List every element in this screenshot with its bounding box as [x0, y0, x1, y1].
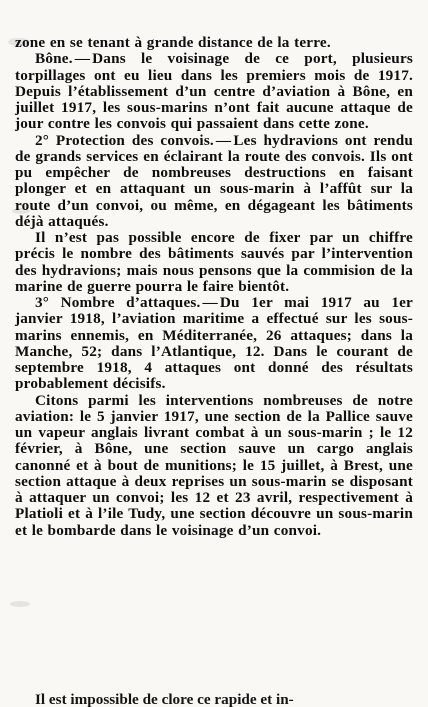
bottom-fragment-text: Il est impossible de clore ce rapide et in- — [35, 692, 294, 707]
paragraph-protection-convois — [15, 133, 413, 231]
em-dash: — — [215, 131, 232, 149]
paragraph-protection-text: Les hydravions ont rendu de grands services en éclairant la route des convois. Ils ont pu empêcher de nombreuses destructions en faisant plonger et en attaquant un sous-marin à l’affût sur la route d’un convoi, ou même, en dégageant les bâtiments déjà attaqués. — [15, 131, 413, 230]
article-body — [15, 35, 413, 539]
paragraph-bone — [15, 51, 413, 132]
top-fragment-text: zone en se tenant à grande distance de la terre. — [15, 34, 331, 51]
paragraph-nombre-title: 3° Nombre d’attaques. — [35, 294, 201, 311]
paragraph-bone-text: Dans le voisinage de ce port, plusieurs torpillages ont eu lieu dans les premiers mois de 1917. Depuis l’établissement d’un centre d’aviation à Bône, en juillet 1917, les sous-marins n’ont fait aucune attaque de jour contre les convois qui passaient dans cette zone. — [15, 50, 413, 133]
bottom-fragment — [15, 692, 413, 707]
print-smudge-lower-left — [10, 601, 30, 607]
paragraph-protection-title: 2° Protection des convois. — [35, 131, 214, 149]
paragraph-nombre-attaques — [15, 295, 413, 393]
paragraph-citons — [15, 393, 413, 539]
paragraph-bone-title: Bône. — [35, 50, 73, 68]
paragraph-chiffre-precis — [15, 230, 413, 295]
em-dash: — — [74, 50, 91, 68]
em-dash: — — [202, 294, 218, 311]
paragraph-top-fragment — [15, 35, 413, 51]
paragraph-chiffre-text: Il n’est pas possible encore de fixer par un chiffre précis le nombre des bâtiments sauvés par l’intervention des hydravions; mais nous pensons que la commision de la marine de guerre pourra le faire bientôt. — [15, 229, 413, 295]
paragraph-citons-text: Citons parmi les interventions nombreuses de notre aviation: le 5 janvier 1917, une section de la Pallice sauve un vapeur anglais livrant combat à un sous-marin ; le 12 février, à Bône, une section sauve un cargo anglais canonné et à bout de munitions; le 15 juillet, à Brest, une section attaque à deux reprises un sous-marin se disposant à attaquer un convoi; les 12 et 23 avril, respectivement à Platioli et à l’ile Tudy, une section découvre un sous-marin et le bombarde dans le voisinage d’un convoi. — [15, 391, 413, 539]
paragraph-nombre-text: Du 1er mai 1917 au 1er janvier 1918, l’aviation maritime a effectué sur les sous-marins ennemis, en Méditerranée, 26 attaques; dans la Manche, 52; dans l’Atlantique, 12. Dans le courant de septembre 1918, 4 attaques ont donné des résultats probablement décisifs. — [15, 294, 413, 393]
